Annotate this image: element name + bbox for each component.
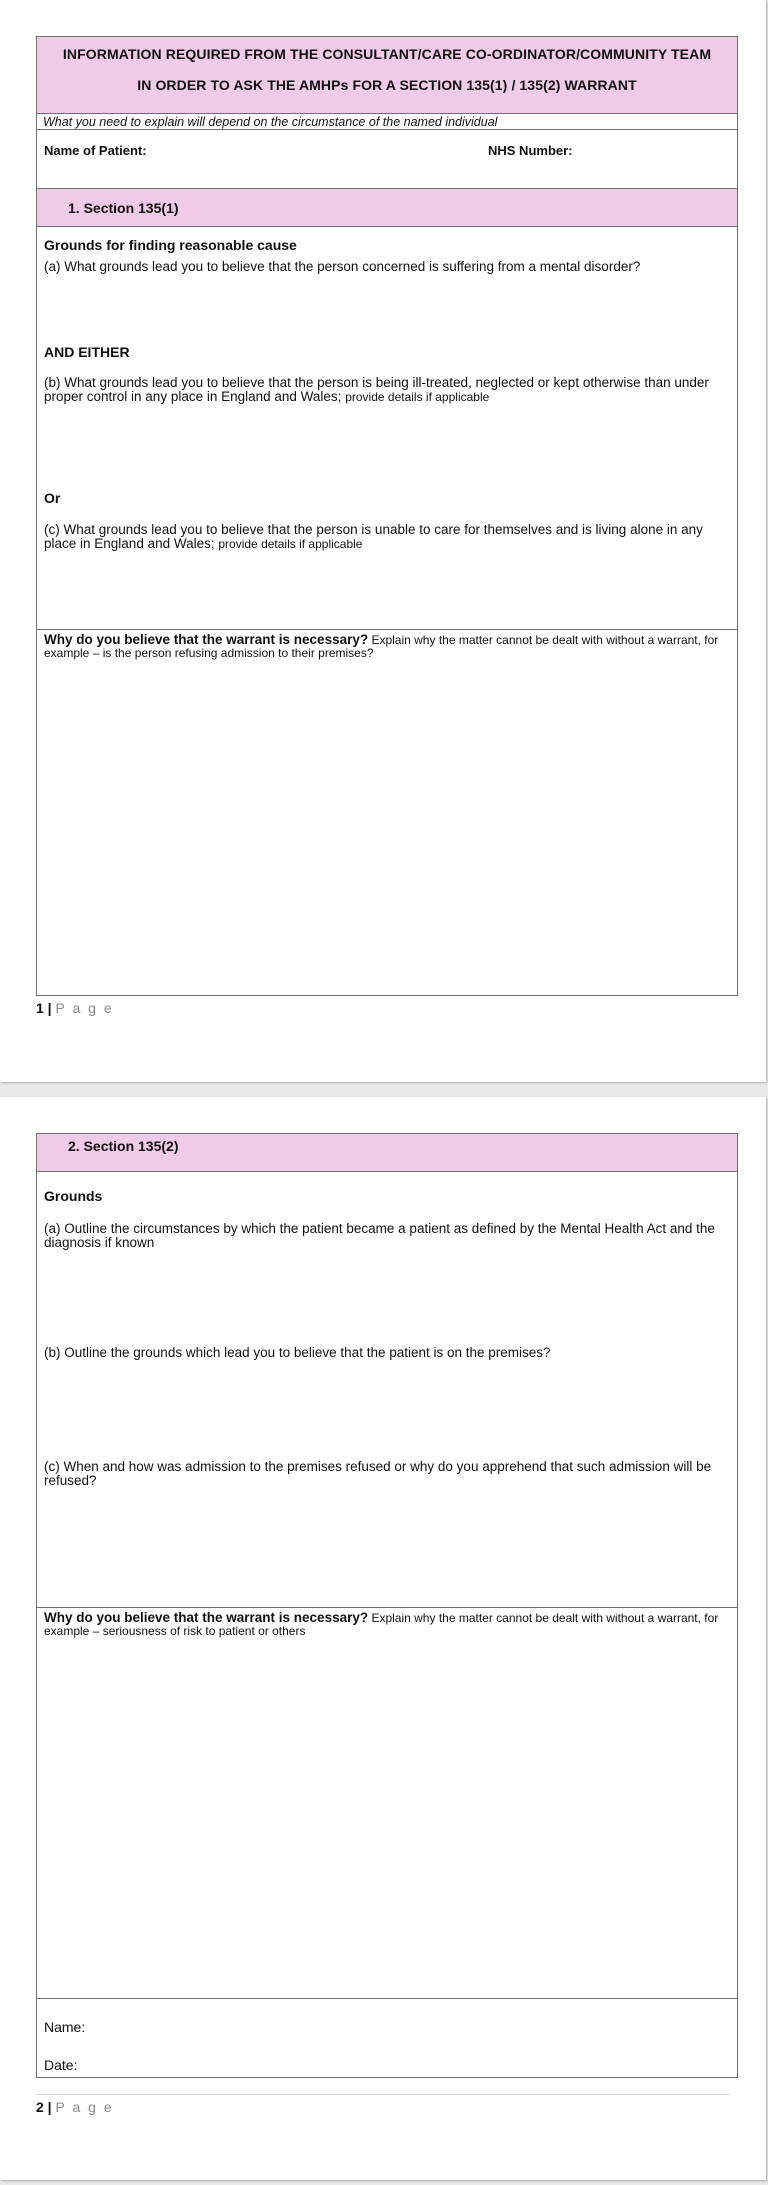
form-section-135-1 <box>36 36 738 996</box>
page-label: P a g e <box>55 2099 114 2115</box>
section-heading-bar <box>37 189 737 226</box>
question-b: (b) Outline the grounds which lead you to believe that the patient is on the premises? <box>44 1345 551 1360</box>
name-of-patient-label: Name of Patient: <box>44 143 147 158</box>
date-label: Date: <box>44 2057 78 2073</box>
form-section-135-2 <box>36 1133 738 2078</box>
page-number: 1 <box>36 1000 44 1016</box>
question-a: (a) Outline the circumstances by which the patient became a patient as defined by the Mental Health Act and the diagnosis if known <box>44 1221 715 1250</box>
document-page-1 <box>0 0 766 1082</box>
header-line-2: IN ORDER TO ASK THE AMHPs FOR A SECTION 135(1) / 135(2) WARRANT <box>137 77 637 93</box>
question-c <box>44 523 731 551</box>
nhs-number-label: NHS Number: <box>488 143 573 158</box>
question-b <box>44 376 731 404</box>
name-label: Name: <box>44 2019 86 2035</box>
footer-rule <box>36 2094 730 2095</box>
section-heading-bar <box>37 1134 737 1171</box>
page-number: 2 <box>36 2099 44 2115</box>
document-page-2 <box>0 1097 766 2180</box>
question-c-text: (c) What grounds lead you to believe that the person is unable to care for themselves and is living alone in any place in England and Wales; <box>44 522 703 551</box>
warrant-question-text: Why do you believe that the warrant is necessary? <box>44 1610 369 1625</box>
warrant-explain: Explain why the matter cannot be dealt with without a warrant, for example – is the person refusing admission to their premises? <box>44 633 719 660</box>
header-line-1: INFORMATION REQUIRED FROM THE CONSULTANT/CARE CO-ORDINATOR/COMMUNITY TEAM <box>62 46 712 62</box>
page-footer: 1 | P a g e <box>36 1000 114 1016</box>
warrant-explain: Explain why the matter cannot be dealt with without a warrant, for example – seriousness of risk to patient or others <box>44 1611 719 1638</box>
warrant-question <box>44 633 731 660</box>
warrant-question-text: Why do you believe that the warrant is necessary? <box>44 632 369 647</box>
and-either-label: AND EITHER <box>44 344 130 360</box>
section-heading: 1. Section 135(1) <box>68 200 179 216</box>
warrant-question <box>44 1611 731 1638</box>
page-label: P a g e <box>55 1000 114 1016</box>
intro-note: What you need to explain will depend on the circumstance of the named individual <box>43 115 498 129</box>
form-header <box>37 37 737 113</box>
question-a: (a) What grounds lead you to believe that the person concerned is suffering from a mental disorder? <box>44 259 641 274</box>
question-c: (c) When and how was admission to the premises refused or why do you apprehend that such admission will be refused? <box>44 1459 712 1488</box>
question-c-note: provide details if applicable <box>218 537 363 551</box>
grounds-heading: Grounds for finding reasonable cause <box>44 237 297 253</box>
question-b-text: (b) What grounds lead you to believe that the person is being ill-treated, neglected or kept otherwise than under proper control in any place in England and Wales; <box>44 375 709 404</box>
section-heading: 2. Section 135(2) <box>68 1138 179 1154</box>
page-footer: 2 | P a g e <box>36 2099 114 2115</box>
grounds-heading: Grounds <box>44 1188 103 1204</box>
question-b-note: provide details if applicable <box>345 390 490 404</box>
or-label: Or <box>44 490 61 506</box>
